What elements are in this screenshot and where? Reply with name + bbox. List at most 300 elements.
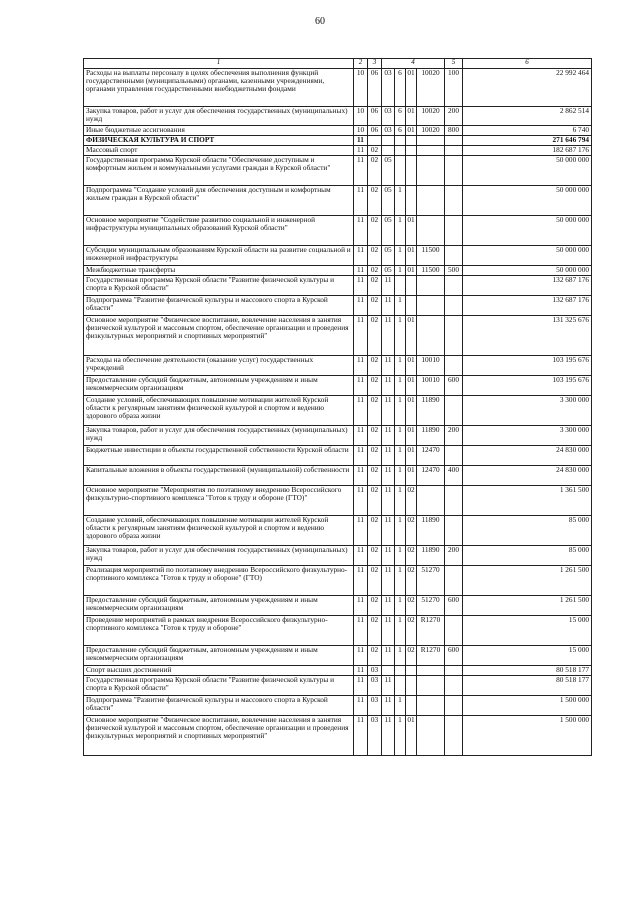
amount-cell: 132 687 176 (463, 296, 592, 316)
section-code-cell: 11 (354, 716, 368, 756)
subprogram-code-cell: 6 (395, 69, 406, 107)
direction-code-cell (417, 186, 445, 216)
event-code-cell (406, 146, 417, 156)
program-code-cell: 05 (382, 156, 395, 186)
expense-type-code-cell: 600 (445, 646, 463, 666)
subsection-code-cell: 03 (368, 716, 382, 756)
event-code-cell: 01 (406, 466, 417, 486)
subprogram-code-cell: 1 (395, 216, 406, 246)
amount-cell: 50 000 000 (463, 216, 592, 246)
subprogram-code-cell: 1 (395, 356, 406, 376)
program-code-cell: 11 (382, 676, 395, 696)
program-code-cell: 05 (382, 186, 395, 216)
subprogram-code-cell (395, 136, 406, 146)
subprogram-code-cell: 1 (395, 396, 406, 426)
expense-type-code-cell (445, 356, 463, 376)
subsection-code-cell: 02 (368, 466, 382, 486)
subsection-code-cell: 02 (368, 596, 382, 616)
expense-type-code-cell (445, 516, 463, 546)
direction-code-cell (417, 296, 445, 316)
subsection-code-cell: 02 (368, 216, 382, 246)
subsection-code-cell: 02 (368, 396, 382, 426)
table-row (84, 696, 592, 716)
col-header-5: 5 (445, 59, 463, 69)
program-code-cell: 11 (382, 646, 395, 666)
name-cell: Проведение мероприятий в рамках внедрения Всероссийского физкультурно-спортивного комплекса "Готов к труду и обороне" (84, 616, 354, 646)
subsection-code-cell: 03 (368, 696, 382, 716)
expense-type-code-cell (445, 276, 463, 296)
subprogram-code-cell: 1 (395, 516, 406, 546)
section-code-cell: 11 (354, 466, 368, 486)
section-code-cell: 11 (354, 186, 368, 216)
event-code-cell: 02 (406, 616, 417, 646)
event-code-cell: 01 (406, 246, 417, 266)
expense-type-code-cell (445, 186, 463, 216)
name-cell: Межбюджетные трансферты (84, 266, 354, 276)
amount-cell: 1 261 500 (463, 566, 592, 596)
direction-code-cell (417, 276, 445, 296)
expense-type-code-cell: 400 (445, 466, 463, 486)
program-code-cell: 11 (382, 486, 395, 516)
subsection-code-cell: 02 (368, 146, 382, 156)
subprogram-code-cell: 6 (395, 126, 406, 136)
program-code-cell: 11 (382, 426, 395, 446)
direction-code-cell: 51270 (417, 566, 445, 596)
name-cell: Подпрограмма "Развитие физической культуры и массового спорта в Курской области" (84, 696, 354, 716)
direction-code-cell (417, 156, 445, 186)
amount-cell: 1 261 500 (463, 596, 592, 616)
section-code-cell: 11 (354, 546, 368, 566)
event-code-cell: 01 (406, 446, 417, 466)
amount-cell: 80 518 177 (463, 676, 592, 696)
program-code-cell (382, 136, 395, 146)
table-row (84, 276, 592, 296)
program-code-cell: 11 (382, 296, 395, 316)
program-code-cell (382, 666, 395, 676)
name-cell: Государственная программа Курской области "Обеспечение доступным и комфортным жильем и коммунальными услугами граждан в Курской области" (84, 156, 354, 186)
expense-type-code-cell: 200 (445, 426, 463, 446)
direction-code-cell: R1270 (417, 616, 445, 646)
event-code-cell: 01 (407, 265, 415, 274)
program-code-cell: 05 (382, 266, 395, 276)
subprogram-code-cell (395, 676, 406, 696)
name-cell: Предоставление субсидий бюджетным, автономным учреждениям и иным некоммерческим организациям (84, 646, 354, 666)
expense-type-code-cell (445, 616, 463, 646)
table-row (84, 186, 592, 216)
table-row (84, 246, 592, 266)
direction-code-cell (417, 716, 445, 756)
event-code-cell: 01 (406, 356, 417, 376)
event-code-cell: 02 (406, 546, 417, 566)
page-number: 60 (315, 16, 325, 27)
name-cell: Реализация мероприятий по поэтапному внедрению Всероссийского физкультурно-спортивного комплекса "Готов к труду и обороне" (ГТО) (84, 566, 354, 596)
program-code-cell: 11 (382, 716, 395, 756)
amount-cell: 85 000 (463, 546, 592, 566)
amount-cell: 50 000 000 (463, 266, 592, 276)
section-code-cell: 10 (354, 69, 368, 107)
amount-cell: 85 000 (463, 516, 592, 546)
program-code-cell: 05 (382, 246, 395, 266)
table-row (84, 646, 592, 666)
expense-type-code-cell (445, 216, 463, 246)
table-row (84, 107, 592, 126)
table-row (84, 216, 592, 246)
section-code-cell: 11 (354, 266, 368, 276)
name-cell: Основное мероприятие "Мероприятия по поэтапному внедрению Всероссийского физкультурно-спортивного комплекса "Готов к труду и обороне (ГТО)" (84, 486, 354, 516)
amount-cell: 6 740 (463, 126, 592, 136)
subsection-code-cell: 02 (368, 426, 382, 446)
event-code-cell: 01 (406, 216, 417, 246)
program-code-cell: 11 (382, 396, 395, 426)
table-row (84, 546, 592, 566)
program-code-cell: 11 (382, 616, 395, 646)
expense-type-code-cell (445, 666, 463, 676)
table-row (84, 146, 592, 156)
name-cell: Основное мероприятие "Содействие развитию социальной и инженерной инфраструктуры муниципальных образований Курской области" (84, 216, 354, 246)
event-code-cell: 01 (406, 396, 417, 426)
table-row (84, 486, 592, 516)
event-code-cell: 01 (406, 426, 417, 446)
name-cell: Предоставление субсидий бюджетным, автономным учреждениям и иным некоммерческим организациям (84, 596, 354, 616)
expense-type-code-cell: 200 (445, 107, 463, 126)
section-code-cell: 11 (354, 596, 368, 616)
table-row (84, 716, 592, 756)
section-code-cell: 11 (354, 136, 368, 146)
name-cell: Подпрограмма "Создание условий для обеспечения доступным и комфортным жильем граждан в Курской области" (84, 186, 354, 216)
amount-cell: 2 862 514 (463, 107, 592, 126)
subprogram-code-cell: 1 (395, 316, 406, 356)
name-cell: ФИЗИЧЕСКАЯ КУЛЬТУРА И СПОРТ (84, 136, 354, 146)
budget-table (83, 58, 592, 756)
name-cell: Создание условий, обеспечивающих повышение мотивации жителей Курской области к регулярным занятиям физической культурой и спортом и ведению здорового образа жизни (84, 396, 354, 426)
expense-type-code-cell: 200 (445, 546, 463, 566)
direction-code-cell (417, 696, 445, 716)
col-header-4: 4 (382, 59, 445, 69)
program-code-cell: 11 (382, 546, 395, 566)
section-code-cell: 11 (354, 616, 368, 646)
subsection-code-cell: 02 (368, 266, 382, 276)
subprogram-code-cell: 1 (395, 696, 406, 716)
program-code-cell (382, 146, 395, 156)
section-code-cell: 11 (354, 666, 368, 676)
subprogram-code-cell: 1 (395, 446, 406, 466)
name-cell: Закупка товаров, работ и услуг для обеспечения государственных (муниципальных) нужд (84, 546, 354, 566)
table-row (84, 296, 592, 316)
subsection-code-cell: 02 (368, 246, 382, 266)
name-cell: Расходы на выплаты персоналу в целях обеспечения выполнения функций государственными (муниципальными) органами, казенными учреждениями, органами управления государственными внебюджетными фондами (84, 69, 354, 107)
expense-type-code-cell (445, 136, 463, 146)
section-code-cell: 11 (354, 696, 368, 716)
section-code-cell: 11 (354, 486, 368, 516)
expense-type-code-cell (445, 676, 463, 696)
expense-type-code-cell: 100 (445, 69, 463, 107)
expense-type-code-cell (445, 446, 463, 466)
program-code-cell: 11 (382, 376, 395, 396)
section-code-cell: 11 (354, 296, 368, 316)
subsection-code-cell: 03 (368, 676, 382, 696)
name-cell: Расходы на обеспечение деятельности (оказание услуг) государственных учреждений (84, 356, 354, 376)
subsection-code-cell: 02 (368, 546, 382, 566)
subsection-code-cell: 02 (368, 316, 382, 356)
subprogram-code-cell: 6 (395, 107, 406, 126)
subsection-code-cell: 06 (368, 107, 382, 126)
expense-type-code-cell (445, 716, 463, 756)
amount-cell: 80 518 177 (463, 666, 592, 676)
section-code-cell: 11 (354, 566, 368, 596)
subprogram-code-cell: 1 (395, 426, 406, 446)
subsection-code-cell: 02 (368, 296, 382, 316)
subsection-code-cell: 06 (368, 69, 382, 107)
table-row (84, 446, 592, 466)
event-code-cell (406, 666, 417, 676)
name-cell: Подпрограмма "Развитие физической культуры и массового спорта в Курской области" (84, 296, 354, 316)
section-code-cell: 11 (354, 216, 368, 246)
expense-type-code-cell (445, 696, 463, 716)
program-code-cell: 03 (382, 69, 395, 107)
direction-code-cell: 11890 (417, 516, 445, 546)
table-row (84, 316, 592, 356)
event-code-cell (406, 296, 417, 316)
subsection-code-cell: 02 (368, 156, 382, 186)
subsection-code-cell: 02 (368, 616, 382, 646)
amount-cell: 50 000 000 (463, 156, 592, 186)
section-code-cell: 11 (354, 376, 368, 396)
subsection-code-cell: 02 (368, 356, 382, 376)
name-cell: Закупка товаров, работ и услуг для обеспечения государственных (муниципальных) нужд (84, 107, 354, 126)
expense-type-code-cell: 600 (445, 596, 463, 616)
section-code-cell: 11 (354, 316, 368, 356)
program-code-cell: 11 (382, 696, 395, 716)
program-code-cell: 11 (382, 446, 395, 466)
section-code-cell: 11 (354, 276, 368, 296)
subprogram-code-cell: 1 (395, 376, 406, 396)
event-code-cell: 02 (406, 486, 417, 516)
program-code-cell: 11 (382, 316, 395, 356)
program-code-cell: 11 (382, 466, 395, 486)
direction-code-cell: 10020 (417, 107, 445, 126)
subprogram-code-cell: 1 (395, 486, 406, 516)
expense-type-code-cell (445, 316, 463, 356)
subprogram-code-cell (395, 146, 406, 156)
expense-type-code-cell (445, 146, 463, 156)
event-code-cell: 02 (406, 566, 417, 596)
amount-cell: 103 195 676 (463, 356, 592, 376)
name-cell: Государственная программа Курской области "Развитие физической культуры и спорта в Курской области" (84, 276, 354, 296)
section-code-cell: 11 (354, 646, 368, 666)
direction-code-cell (417, 136, 445, 146)
event-code-cell: 02 (406, 516, 417, 546)
table-row (84, 596, 592, 616)
table-row (84, 69, 592, 107)
table-row (84, 396, 592, 426)
section-code-cell: 10 (354, 107, 368, 126)
event-code-cell: 01 (406, 376, 417, 396)
event-code-cell (406, 186, 417, 216)
subprogram-code-cell: 1 (395, 246, 406, 266)
event-code-cell: 01 (406, 316, 417, 356)
program-code-cell: 03 (382, 107, 395, 126)
program-code-cell: 11 (382, 596, 395, 616)
direction-code-cell: R1270 (417, 646, 445, 666)
name-cell: Спорт высших достижений (84, 666, 354, 676)
name-cell: Создание условий, обеспечивающих повышение мотивации жителей Курской области к регулярным занятиям физической культурой и спортом и ведению здорового образа жизни (84, 516, 354, 546)
col-header-2: 2 (354, 59, 368, 69)
direction-code-cell: 11890 (417, 546, 445, 566)
event-code-cell: 01 (406, 69, 417, 107)
subprogram-code-cell (395, 156, 406, 186)
amount-cell: 182 687 176 (463, 146, 592, 156)
col-header-1: 1 (84, 59, 354, 69)
subprogram-code-cell (395, 666, 406, 676)
name-cell: Капитальные вложения в объекты государственной (муниципальной) собственности (84, 466, 354, 486)
section-code-cell: 11 (354, 246, 368, 266)
subprogram-code-cell (395, 276, 406, 296)
direction-code-cell: 10020 (417, 126, 445, 136)
amount-cell: 3 300 000 (463, 426, 592, 446)
expense-type-code-cell (445, 156, 463, 186)
section-code-cell: 11 (354, 146, 368, 156)
table-row (84, 666, 592, 676)
program-code-cell: 11 (382, 276, 395, 296)
subprogram-code-cell: 1 (395, 186, 406, 216)
direction-code-cell: 11500 (417, 246, 445, 266)
table-row (84, 426, 592, 446)
event-code-cell (406, 276, 417, 296)
direction-code-cell: 11890 (417, 426, 445, 446)
subsection-code-cell: 02 (368, 486, 382, 516)
name-cell: Предоставление субсидий бюджетным, автономным учреждениям и иным некоммерческим организациям (84, 376, 354, 396)
name-cell: Иные бюджетные ассигнования (84, 126, 354, 136)
event-code-cell: 01 (407, 125, 415, 134)
direction-code-cell: 12470 (417, 466, 445, 486)
event-code-cell (406, 676, 417, 696)
table-row (84, 126, 592, 136)
direction-code-cell: 10010 (417, 376, 445, 396)
expense-type-code-cell (445, 296, 463, 316)
subprogram-code-cell: 1 (395, 716, 406, 756)
col-header-3: 3 (368, 59, 382, 69)
event-code-cell (406, 696, 417, 716)
subprogram-code-cell: 1 (395, 546, 406, 566)
expense-type-code-cell: 600 (445, 376, 463, 396)
subprogram-code-cell: 1 (395, 466, 406, 486)
name-cell: Субсидии муниципальным образованиям Курской области на развитие социальной и инженерной инфраструктуры (84, 246, 354, 266)
expense-type-code-cell (445, 566, 463, 596)
direction-code-cell: 11890 (417, 396, 445, 426)
section-code-cell: 11 (354, 426, 368, 446)
amount-cell: 15 000 (463, 616, 592, 646)
program-code-cell: 03 (382, 126, 395, 136)
direction-code-cell (417, 216, 445, 246)
subsection-code-cell: 02 (368, 276, 382, 296)
direction-code-cell: 10020 (417, 69, 445, 107)
direction-code-cell: 10010 (417, 356, 445, 376)
amount-cell: 3 300 000 (463, 396, 592, 426)
program-code-cell: 11 (382, 516, 395, 546)
subprogram-code-cell: 1 (395, 616, 406, 646)
name-cell: Массовый спорт (84, 146, 354, 156)
column-header-row (84, 59, 592, 69)
expense-type-code-cell: 800 (445, 126, 463, 136)
amount-cell: 15 000 (463, 646, 592, 666)
subsection-code-cell: 02 (368, 646, 382, 666)
event-code-cell (406, 156, 417, 186)
table-row (84, 376, 592, 396)
table-row (84, 156, 592, 186)
direction-code-cell (417, 316, 445, 356)
amount-cell: 50 000 000 (463, 246, 592, 266)
table-row (84, 676, 592, 696)
subsection-code-cell (368, 136, 382, 146)
section-code-cell: 11 (354, 396, 368, 426)
section-code-cell: 11 (354, 676, 368, 696)
name-cell: Закупка товаров, работ и услуг для обеспечения государственных (муниципальных) нужд (84, 426, 354, 446)
col-header-6: 6 (463, 59, 592, 69)
table-row (84, 136, 592, 146)
subsection-code-cell: 02 (368, 566, 382, 596)
event-code-cell: 01 (406, 716, 417, 756)
amount-cell: 24 830 000 (463, 446, 592, 466)
subsection-code-cell: 02 (368, 446, 382, 466)
name-cell: Бюджетные инвестиции в объекты государственной собственности Курской области (84, 446, 354, 466)
amount-cell: 1 500 000 (463, 716, 592, 756)
subprogram-code-cell: 1 (395, 266, 406, 276)
table-row (84, 516, 592, 546)
subsection-code-cell: 03 (368, 666, 382, 676)
subprogram-code-cell: 1 (395, 646, 406, 666)
section-code-cell: 11 (354, 356, 368, 376)
subsection-code-cell: 02 (368, 516, 382, 546)
subprogram-code-cell: 1 (395, 596, 406, 616)
program-code-cell: 11 (382, 356, 395, 376)
event-code-cell: 02 (406, 646, 417, 666)
amount-cell: 103 195 676 (463, 376, 592, 396)
name-cell: Государственная программа Курской области "Развитие физической культуры и спорта в Курской области" (84, 676, 354, 696)
subsection-code-cell: 06 (368, 126, 382, 136)
section-code-cell: 11 (354, 156, 368, 186)
direction-code-cell (417, 146, 445, 156)
direction-code-cell (417, 676, 445, 696)
subprogram-code-cell: 1 (395, 566, 406, 596)
subsection-code-cell: 02 (368, 186, 382, 216)
table-row (84, 466, 592, 486)
direction-code-cell (417, 666, 445, 676)
section-code-cell: 11 (354, 446, 368, 466)
direction-code-cell: 51270 (417, 596, 445, 616)
section-code-cell: 10 (354, 126, 368, 136)
name-cell: Основное мероприятие "Физическое воспитание, вовлечение населения в занятия физической культурой и массовым спортом, обеспечение организации и проведения физкультурных мероприятий и спортивных мероприятий" (84, 316, 354, 356)
event-code-cell: 02 (406, 596, 417, 616)
subsection-code-cell: 02 (368, 376, 382, 396)
amount-cell: 132 687 176 (463, 276, 592, 296)
amount-cell: 271 646 794 (463, 136, 592, 146)
amount-cell: 1 361 500 (463, 486, 592, 516)
table-row (84, 266, 592, 276)
amount-cell: 24 830 000 (463, 466, 592, 486)
amount-cell: 1 500 000 (463, 696, 592, 716)
program-code-cell: 05 (382, 216, 395, 246)
table-row (84, 616, 592, 646)
expense-type-code-cell: 500 (445, 266, 463, 276)
subprogram-code-cell: 1 (395, 296, 406, 316)
amount-cell: 131 325 676 (463, 316, 592, 356)
table-row (84, 566, 592, 596)
event-code-cell (406, 136, 417, 146)
amount-cell: 22 992 464 (463, 69, 592, 107)
direction-code-cell: 12470 (417, 446, 445, 466)
direction-code-cell (417, 486, 445, 516)
amount-cell: 50 000 000 (463, 186, 592, 216)
